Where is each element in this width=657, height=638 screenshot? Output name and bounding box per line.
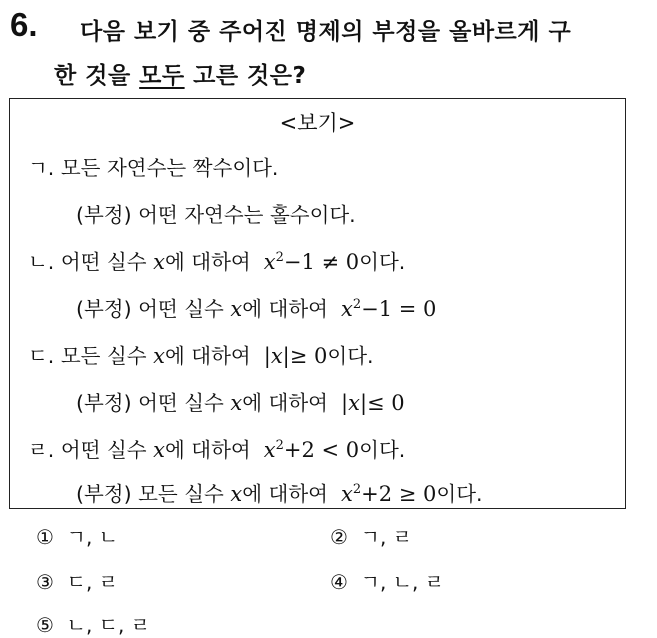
statement-mid: 에 대하여: [164, 250, 251, 274]
math-expression: +2 ≥ 0: [361, 482, 437, 506]
bogi-title: <보기>: [279, 111, 356, 135]
choice-mark: ⑤: [36, 613, 54, 637]
question-line2-post: 고른 것은?: [184, 63, 307, 89]
question-underlined-word: 모두: [139, 63, 185, 89]
choice-3[interactable]: [36, 566, 118, 595]
math-variable: x: [263, 250, 276, 274]
math-variable: x: [263, 438, 276, 462]
question-line2-pre: 한 것을: [54, 63, 140, 89]
choice-4[interactable]: [330, 566, 444, 595]
negation-pre: (부정) 모든 실수: [76, 482, 224, 506]
item-label: ㄴ.: [28, 250, 55, 274]
choice-text: ㄷ, ㄹ: [66, 570, 119, 594]
negation-mid: 에 대하여: [242, 482, 328, 506]
statement-post: 이다.: [327, 344, 374, 368]
math-variable: x: [348, 391, 360, 415]
math-variable: x: [270, 344, 283, 368]
math-expression: +2 < 0: [283, 438, 360, 462]
choice-1[interactable]: [36, 521, 118, 550]
statement-pre: 모든 실수: [60, 344, 147, 368]
choice-mark: ①: [36, 525, 54, 549]
math-exponent: 2: [275, 438, 284, 454]
math-variable: x: [230, 297, 243, 321]
statement-mid: 에 대하여: [164, 344, 251, 368]
negation-mid: 에 대하여: [242, 297, 328, 321]
abs-bar: |: [341, 391, 349, 415]
statement-post: 이다.: [359, 250, 406, 274]
math-exponent: 2: [352, 482, 362, 498]
choice-5[interactable]: [36, 609, 150, 638]
item-r-statement: [28, 433, 405, 463]
math-variable: x: [341, 482, 353, 506]
math-variable: x: [341, 297, 353, 321]
choice-text: ㄴ, ㄷ, ㄹ: [66, 613, 151, 637]
question-text-line2: [54, 57, 306, 90]
item-n-statement: [28, 245, 405, 275]
math-expression: ≤ 0: [367, 391, 405, 415]
math-expression: −1 = 0: [361, 297, 437, 321]
item-label: ㄹ.: [28, 438, 55, 462]
choice-2[interactable]: [330, 521, 412, 550]
bogi-box: [9, 98, 626, 509]
math-expression: ≥ 0: [289, 344, 328, 368]
choice-mark: ④: [330, 570, 348, 594]
choice-text: ㄱ, ㄴ: [66, 525, 119, 549]
math-variable: x: [153, 250, 165, 274]
negation-pre: (부정) 어떤 실수: [76, 391, 224, 415]
statement-post: 이다.: [359, 438, 406, 462]
item-d-statement: [28, 339, 374, 369]
negation-mid: 에 대하여: [242, 391, 328, 415]
choice-text: ㄱ, ㄹ: [360, 525, 413, 549]
negation-pre: (부정) 어떤 실수: [76, 297, 224, 321]
question-text-line1: 다음 보기 중 주어진 명제의 부정을 올바르게 구: [80, 19, 572, 45]
item-g-statement: [28, 151, 278, 181]
math-exponent: 2: [352, 297, 362, 313]
statement-pre: 어떤 실수: [60, 250, 147, 274]
item-n-negation: [76, 292, 436, 322]
item-g-negation: [76, 198, 356, 228]
statement-mid: 에 대하여: [164, 438, 251, 462]
choice-text: ㄱ, ㄴ, ㄹ: [360, 570, 445, 594]
math-variable: x: [230, 482, 243, 506]
item-label: ㄱ.: [28, 156, 55, 180]
statement-pre: 어떤 실수: [60, 438, 147, 462]
choice-mark: ③: [36, 570, 54, 594]
math-expression: −1 ≠ 0: [283, 250, 360, 274]
math-exponent: 2: [275, 250, 284, 266]
item-r-negation: [76, 477, 483, 507]
math-variable: x: [153, 438, 165, 462]
abs-bar: |: [359, 391, 368, 415]
negation-text: (부정) 어떤 자연수는 홀수이다.: [76, 203, 356, 227]
math-variable: x: [153, 344, 165, 368]
abs-bar: |: [263, 344, 271, 368]
question-number: 6.: [10, 6, 38, 43]
choice-mark: ②: [330, 525, 348, 549]
negation-post: 이다.: [436, 482, 483, 506]
item-label: ㄷ.: [28, 344, 55, 368]
item-text: 모든 자연수는 짝수이다.: [60, 156, 279, 180]
item-d-negation: [76, 386, 405, 416]
math-variable: x: [230, 391, 243, 415]
abs-bar: |: [282, 344, 290, 368]
